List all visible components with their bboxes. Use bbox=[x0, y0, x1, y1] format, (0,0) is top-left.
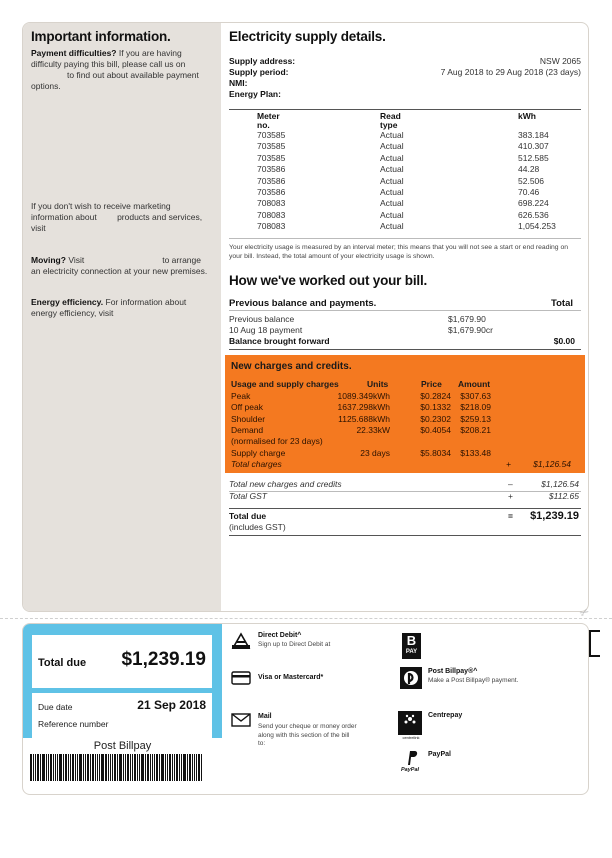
meter-row bbox=[229, 198, 581, 209]
meter-row bbox=[229, 176, 581, 187]
barcode-bar bbox=[196, 754, 197, 781]
meter-cell-kwh: 52.506 bbox=[518, 175, 544, 186]
barcode-bar bbox=[77, 754, 78, 781]
barcode-bar bbox=[161, 754, 164, 781]
barcode-bar bbox=[176, 754, 178, 781]
payment-row: 10 Aug 18 payment $1,679.90cr bbox=[229, 325, 493, 335]
barcode-bar bbox=[35, 754, 36, 781]
charge-cell-units: 1125.688kWh bbox=[338, 413, 390, 424]
charge-cell-price: $0.4054 bbox=[420, 424, 451, 435]
barcode-bar bbox=[152, 754, 153, 781]
centrepay-icon bbox=[398, 711, 422, 735]
post-billpay-label: Post Billpay bbox=[93, 740, 152, 752]
direct-debit-icon bbox=[231, 632, 251, 650]
barcode-bar bbox=[46, 754, 47, 781]
barcode-bar bbox=[95, 754, 96, 781]
barcode-bar bbox=[85, 754, 86, 781]
total-due-row: Total due = $1,239.19 bbox=[229, 510, 579, 522]
meter-cell-type: Actual bbox=[380, 209, 404, 220]
charge-cell-amount: $307.63 bbox=[460, 391, 491, 401]
paypal-logo-text: PayPal bbox=[401, 767, 420, 773]
charge-cell-price: $0.1332 bbox=[420, 402, 451, 413]
charge-row bbox=[231, 425, 575, 436]
charge-cell-units: 22.33kW bbox=[356, 424, 390, 435]
barcode-bar bbox=[68, 754, 69, 781]
barcode-bar bbox=[63, 754, 64, 781]
due-date-value: 21 Sep 2018 bbox=[137, 698, 206, 712]
barcode-bar bbox=[105, 754, 107, 781]
barcode-bar bbox=[117, 754, 118, 781]
barcode-bar bbox=[159, 754, 160, 781]
barcode-bar bbox=[156, 754, 158, 781]
barcode-bar bbox=[53, 754, 54, 781]
charge-cell-name: Demand bbox=[231, 424, 264, 435]
meter-cell-kwh: 44.28 bbox=[518, 164, 540, 175]
meter-cell-kwh: 383.184 bbox=[518, 130, 549, 140]
charge-cell-units: 23 days bbox=[360, 447, 390, 458]
mail-title: Mail bbox=[258, 713, 272, 720]
barcode-bar bbox=[165, 754, 166, 781]
supply-title: Electricity supply details. bbox=[229, 29, 386, 44]
total-gst-row: Total GST + $112.65 bbox=[229, 491, 579, 501]
energy-plan-row: Energy Plan: bbox=[229, 89, 281, 99]
barcode-bar bbox=[108, 754, 109, 781]
charge-cell-amount: $218.09 bbox=[460, 402, 491, 413]
barcode-bar bbox=[59, 754, 62, 781]
barcode-bar bbox=[167, 754, 168, 781]
due-date-label: Due date bbox=[38, 702, 73, 712]
barcode-bar bbox=[55, 754, 56, 781]
amount-header: Amount bbox=[458, 379, 491, 389]
nmi-row: NMI: bbox=[229, 78, 248, 88]
charge-row bbox=[231, 448, 575, 459]
meter-cell-meter: 703585 bbox=[257, 141, 286, 152]
barcode-bar bbox=[30, 754, 32, 781]
charge-cell-name: (normalised for 23 days) bbox=[231, 436, 323, 447]
post-billpay-title: Post Billpay®^ bbox=[428, 668, 478, 675]
barcode-bar bbox=[48, 754, 49, 781]
meter-row bbox=[229, 153, 581, 164]
barcode-bar bbox=[114, 754, 116, 781]
slip-total-due-label: Total due bbox=[38, 657, 87, 669]
barcode-bar bbox=[50, 754, 52, 781]
meter-row bbox=[229, 187, 581, 198]
barcode-bar bbox=[174, 754, 175, 781]
new-charges-panel bbox=[225, 355, 585, 473]
meter-cell-meter: 703586 bbox=[257, 175, 286, 186]
charge-cell-amount: $133.48 bbox=[460, 447, 491, 458]
meter-table-top-rule bbox=[229, 109, 581, 110]
payment-slip bbox=[22, 623, 589, 795]
barcode-bar bbox=[57, 754, 58, 781]
balance-bottom-rule bbox=[229, 349, 581, 350]
barcode-bar bbox=[137, 754, 138, 781]
barcode-bar bbox=[132, 754, 133, 781]
meter-cell-kwh: 410.307 bbox=[518, 141, 549, 152]
scissors-icon: ✂ bbox=[577, 605, 592, 621]
card-payment-title: Visa or Mastercard* bbox=[258, 674, 324, 681]
meter-cell-type: Actual bbox=[380, 152, 404, 163]
meter-row bbox=[229, 221, 581, 232]
reference-number-label: Reference number bbox=[38, 719, 109, 729]
meter-cell-kwh: 512.585 bbox=[518, 152, 549, 163]
direct-debit-desc: Sign up to Direct Debit at bbox=[258, 641, 331, 648]
barcode-bar bbox=[40, 754, 41, 781]
meter-cell-type: Actual bbox=[380, 141, 404, 152]
barcode-bar bbox=[33, 754, 34, 781]
previous-balance-row: Previous balance $1,679.90 bbox=[229, 314, 486, 324]
read-type-header: Read type bbox=[380, 111, 401, 130]
meter-cell-meter: 703585 bbox=[257, 130, 286, 140]
meter-cell-meter: 708083 bbox=[257, 221, 286, 232]
charge-cell-price: $0.2302 bbox=[420, 413, 451, 424]
barcode-bar bbox=[141, 754, 144, 781]
total-charges-row: Total charges + $1,126.54 bbox=[231, 459, 571, 469]
supply-address-row: Supply address: NSW 2065 bbox=[229, 56, 581, 66]
barcode-bar bbox=[37, 754, 39, 781]
meter-cell-kwh: 70.46 bbox=[518, 187, 540, 197]
meter-row bbox=[229, 141, 581, 152]
barcode-bar bbox=[99, 754, 100, 781]
charge-row bbox=[231, 414, 575, 425]
barcode-bar bbox=[139, 754, 140, 781]
slip-total-due-value: $1,239.19 bbox=[121, 649, 206, 670]
barcode-bar bbox=[172, 754, 173, 781]
workings-title: How we've worked out your bill. bbox=[229, 273, 428, 288]
charge-cell-amount: $259.13 bbox=[460, 413, 491, 424]
barcode-bar bbox=[75, 754, 76, 781]
meter-cell-kwh: 698.224 bbox=[518, 198, 549, 209]
barcode-bar bbox=[119, 754, 122, 781]
charge-row bbox=[231, 391, 575, 402]
total-due-box bbox=[32, 635, 212, 688]
centrepay-title: Centrepay bbox=[428, 712, 463, 719]
charge-cell-name: Supply charge bbox=[231, 447, 286, 458]
barcode-bar bbox=[123, 754, 124, 781]
charge-cell-units: 1637.298kWh bbox=[337, 402, 390, 413]
barcode-bar bbox=[97, 754, 98, 781]
barcode-bar bbox=[110, 754, 111, 781]
detach-line bbox=[0, 618, 612, 619]
previous-balance-heading: Previous balance and payments. bbox=[229, 298, 377, 309]
barcode-bar bbox=[92, 754, 94, 781]
barcode-bar bbox=[70, 754, 71, 781]
includes-gst-row: (includes GST) bbox=[229, 522, 286, 532]
post-billpay-icon bbox=[400, 667, 422, 689]
barcode-bar bbox=[192, 754, 193, 781]
prev-balance-rule bbox=[229, 310, 581, 311]
meter-cell-type: Actual bbox=[380, 130, 404, 140]
registration-mark bbox=[589, 631, 591, 657]
charge-cell-amount: $208.21 bbox=[460, 424, 491, 435]
charge-cell-name: Off peak bbox=[231, 402, 263, 413]
meter-cell-meter: 703586 bbox=[257, 164, 286, 175]
sidebar-title: Important information. bbox=[31, 29, 171, 44]
new-charges-title: New charges and credits. bbox=[231, 361, 352, 372]
barcode-bar bbox=[90, 754, 91, 781]
meter-row bbox=[229, 164, 581, 175]
barcode-bar bbox=[87, 754, 89, 781]
bill-card bbox=[22, 22, 589, 612]
charge-cell-name: Shoulder bbox=[231, 413, 266, 424]
meter-no-header: Meter no. bbox=[257, 111, 280, 130]
due-date-box bbox=[32, 693, 212, 738]
barcode-bar bbox=[134, 754, 136, 781]
meter-row bbox=[229, 130, 581, 141]
post-billpay-desc: Make a Post Billpay® payment. bbox=[428, 677, 519, 684]
balance-brought-forward-row: Balance brought forward $0.00 bbox=[229, 336, 575, 346]
barcode-bar bbox=[127, 754, 129, 781]
payment-difficulties-note: Payment difficulties? If you are having difficulty paying this bill, please call us on to find out about available payment options. bbox=[31, 48, 199, 91]
barcode-bar bbox=[181, 754, 182, 781]
total-column-heading: Total bbox=[551, 298, 573, 309]
barcode-bar bbox=[183, 754, 186, 781]
barcode-bar bbox=[198, 754, 200, 781]
total-new-charges-row: Total new charges and credits – $1,126.54 bbox=[229, 479, 579, 489]
barcode-bar bbox=[150, 754, 151, 781]
charge-cell-price: $0.2824 bbox=[420, 391, 451, 401]
meter-table-bottom-rule bbox=[229, 238, 581, 239]
barcode-bar bbox=[187, 754, 188, 781]
meter-cell-type: Actual bbox=[380, 175, 404, 186]
mail-desc: Send your cheque or money order along with this section of the bill to: bbox=[258, 723, 357, 747]
barcode-bar bbox=[145, 754, 146, 781]
barcode-bar bbox=[112, 754, 113, 781]
barcode-bar bbox=[194, 754, 195, 781]
paypal-title: PayPal bbox=[428, 751, 451, 758]
post-billpay-barcode bbox=[30, 754, 214, 781]
meter-cell-meter: 703586 bbox=[257, 187, 286, 197]
meter-cell-type: Actual bbox=[380, 164, 404, 175]
moving-note: Moving? Visit to arrange an electricity connection at your new premises. bbox=[31, 255, 208, 276]
barcode-bar bbox=[130, 754, 131, 781]
barcode-bar bbox=[189, 754, 191, 781]
charge-cell-units: 1089.349kWh bbox=[337, 391, 390, 401]
meter-cell-meter: 708083 bbox=[257, 198, 286, 209]
barcode-bar bbox=[169, 754, 171, 781]
barcode-bar bbox=[201, 754, 202, 781]
barcode-bar bbox=[65, 754, 67, 781]
barcode-bar bbox=[42, 754, 45, 781]
barcode-bar bbox=[154, 754, 155, 781]
barcode-bar bbox=[79, 754, 82, 781]
barcode-bar bbox=[179, 754, 180, 781]
meter-cell-meter: 708083 bbox=[257, 209, 286, 220]
marketing-note: If you don't wish to receive marketing information about products and services, visit bbox=[31, 201, 203, 233]
kwh-header: kWh bbox=[518, 111, 536, 121]
meter-cell-kwh: 1,054.253 bbox=[518, 221, 556, 232]
meter-row bbox=[229, 210, 581, 221]
charge-row bbox=[231, 436, 575, 447]
meter-cell-type: Actual bbox=[380, 221, 404, 232]
total-due-top-rule bbox=[229, 508, 581, 509]
payment-summary-panel bbox=[23, 624, 222, 738]
supply-period-row: Supply period: 7 Aug 2018 to 29 Aug 2018 (23 days) bbox=[229, 67, 581, 77]
barcode-bar bbox=[83, 754, 84, 781]
meter-cell-meter: 703585 bbox=[257, 152, 286, 163]
credit-card-icon bbox=[231, 671, 251, 685]
units-header: Units bbox=[367, 379, 389, 389]
energy-efficiency-note: Energy efficiency. For information about energy efficiency, visit bbox=[31, 297, 187, 318]
mail-icon bbox=[231, 713, 251, 727]
charge-cell-price: $5.8034 bbox=[420, 447, 451, 458]
meter-cell-type: Actual bbox=[380, 187, 404, 197]
meter-cell-kwh: 626.536 bbox=[518, 209, 549, 220]
barcode-bar bbox=[125, 754, 126, 781]
interval-meter-note: Your electricity usage is measured by an interval meter; this means that you will not see a start or end reading on your bill. Instead, the total amount of your electricity usage is shown. bbox=[229, 244, 569, 260]
total-due-bottom-rule bbox=[229, 535, 581, 536]
meter-cell-type: Actual bbox=[380, 198, 404, 209]
usage-charges-header: Usage and supply charges bbox=[231, 379, 339, 389]
charge-row bbox=[231, 402, 575, 413]
barcode-bar bbox=[147, 754, 149, 781]
barcode-bar bbox=[101, 754, 104, 781]
centrelink-logo-text: centrelink bbox=[402, 735, 420, 740]
price-header: Price bbox=[421, 379, 442, 389]
barcode-bar bbox=[72, 754, 74, 781]
charge-cell-name: Peak bbox=[231, 391, 251, 401]
paypal-icon bbox=[405, 750, 419, 766]
important-info-sidebar bbox=[23, 23, 221, 611]
direct-debit-title: Direct Debit^ bbox=[258, 632, 302, 639]
bpay-logo-icon: B PAY bbox=[402, 633, 421, 659]
